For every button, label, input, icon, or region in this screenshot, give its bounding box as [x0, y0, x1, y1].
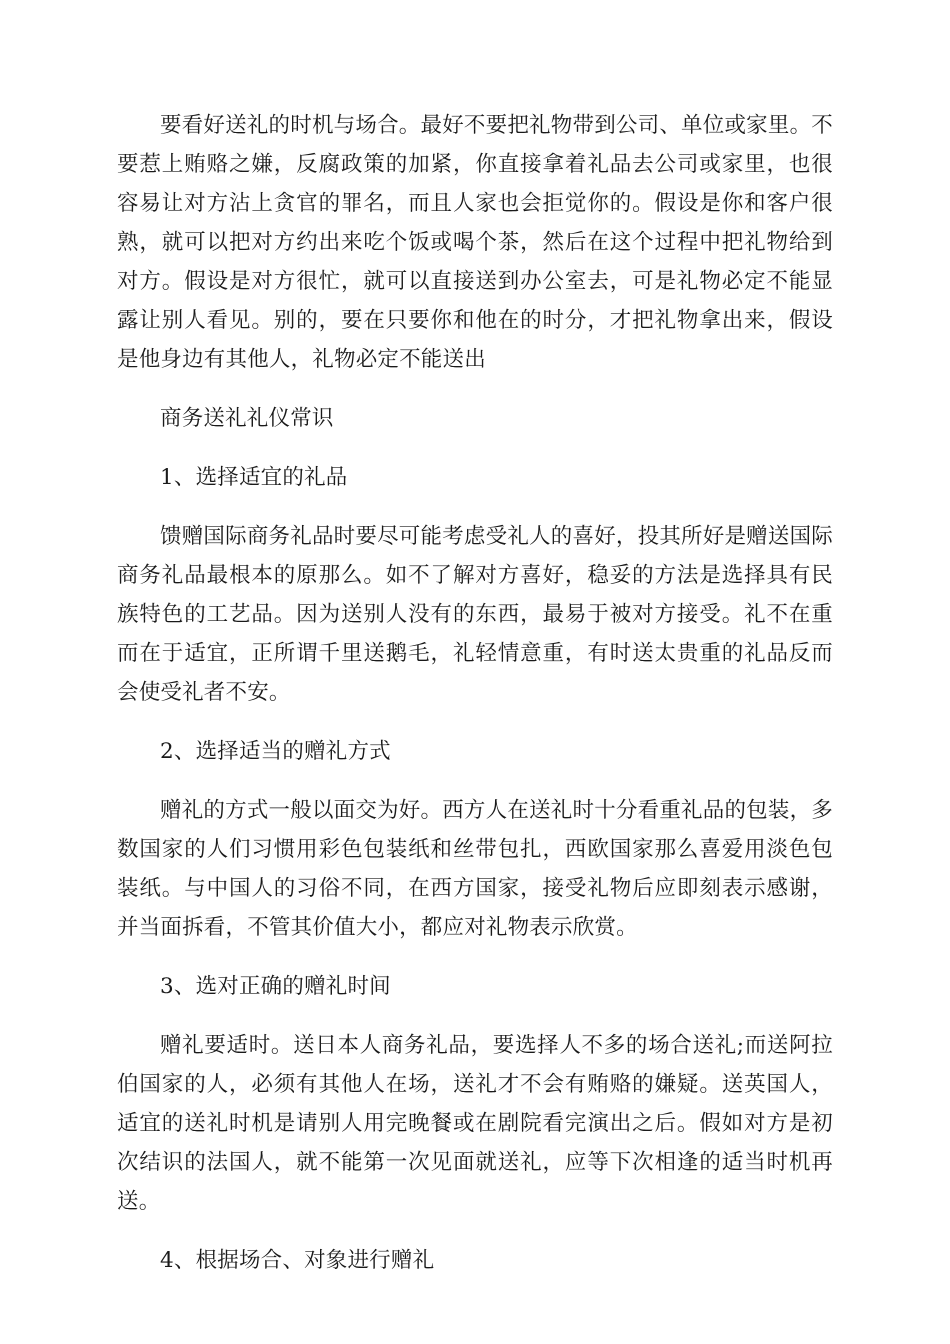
subheading-1: 1、选择适宜的礼品 [160, 465, 348, 490]
document-body [117, 106, 833, 1300]
paragraph-gift-method: 赠礼的方式一般以面交为好。西方人在送礼时十分看重礼品的包装，多数国家的人们习惯用彩色包装纸和丝带包扎，西欧国家那么喜爱用淡色包装纸。与中国人的习俗不同，在西方国家，接受礼物后应即刻表示感谢，并当面拆看，不管其价值大小，都应对礼物表示欣赏。 [117, 798, 833, 940]
section-title: 商务送礼礼仪常识 [160, 406, 334, 431]
subheading-4: 4、根据场合、对象进行赠礼 [160, 1248, 435, 1273]
paragraph-gift-time: 赠礼要适时。送日本人商务礼品，要选择人不多的场合送礼;而送阿拉伯国家的人，必须有其他人在场，送礼才不会有贿赂的嫌疑。送英国人，适宜的送礼时机是请别人用完晚餐或在剧院看完演出之后。假如对方是初次结识的法国人，就不能第一次见面就送礼，应等下次相逢的适当时机再送。 [117, 1033, 833, 1214]
paragraph-gift-timing: 要看好送礼的时机与场合。最好不要把礼物带到公司、单位或家里。不要惹上贿赂之嫌，反腐政策的加紧，你直接拿着礼品去公司或家里，也很容易让对方沾上贪官的罪名，而且人家也会拒觉你的。假设是你和客户很熟，就可以把对方约出来吃个饭或喝个茶，然后在这个过程中把礼物给到对方。假设是对方很忙，就可以直接送到办公室去，可是礼物必定不能显露让别人看见。别的，要在只要你和他在的时分，才把礼物拿出来，假设是他身边有其他人，礼物必定不能送出 [117, 113, 833, 372]
subheading-2: 2、选择适当的赠礼方式 [160, 739, 391, 764]
subheading-3: 3、选对正确的赠礼时间 [160, 974, 391, 999]
paragraph-choose-gift: 馈赠国际商务礼品时要尽可能考虑受礼人的喜好，投其所好是赠送国际商务礼品最根本的原那么。如不了解对方喜好，稳妥的方法是选择具有民族特色的工艺品。因为送别人没有的东西，最易于被对方接受。礼不在重而在于适宜，正所谓千里送鹅毛，礼轻情意重，有时送太贵重的礼品反而会使受礼者不安。 [117, 524, 833, 705]
